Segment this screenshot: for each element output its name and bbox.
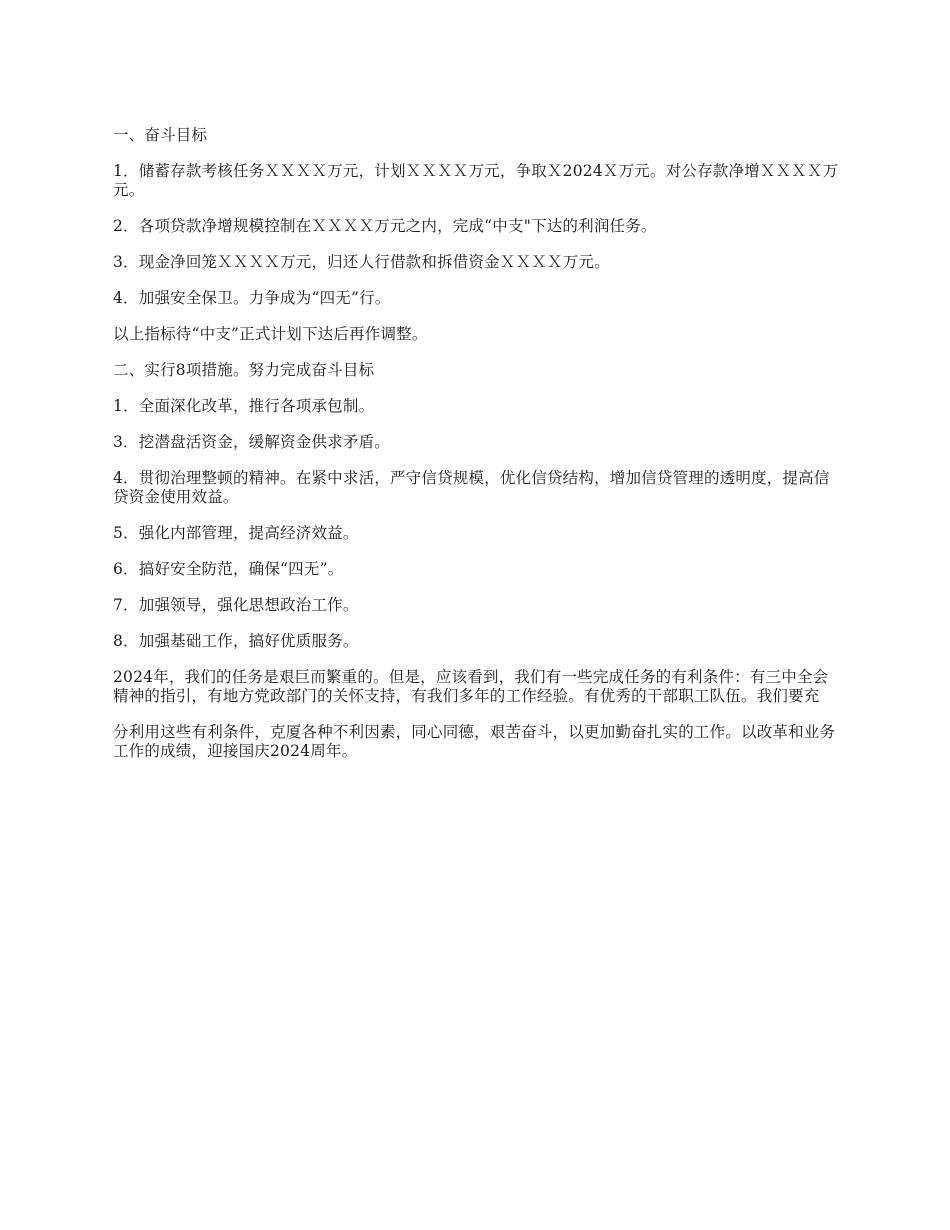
measure-item-7: 7．加强领导，强化思想政治工作。 xyxy=(113,596,359,614)
measure-item-3: 3．挖潜盘活资金，缓解资金供求矛盾。 xyxy=(113,433,390,451)
section-heading-measures: 二、实行8项措施。努力完成奋斗目标 xyxy=(113,361,375,379)
goal-item-2: 2．各项贷款净增规模控制在ＸＸＸＸ万元之内，完成“中支"下达的利润任务。 xyxy=(113,217,657,235)
measure-item-5: 5．强化内部管理，提高经济效益。 xyxy=(113,524,359,542)
goal-item-4: 4．加强安全保卫。力争成为“四无”行。 xyxy=(113,289,391,307)
closing-paragraph-1: 2024年，我们的任务是艰巨而繁重的。但是，应该看到，我们有一些完成任务的有利条件：有三中全会精神的指引，有地方党政部门的关怀支持，有我们多年的工作经验。有优秀的干部职工队伍。我们要充 xyxy=(113,668,829,705)
goal-item-1: 1．储蓄存款考核任务ＸＸＸＸ万元，计划ＸＸＸＸ万元，争取Ｘ2024Ｘ万元。对公存款净增ＸＸＸＸ万元。 xyxy=(113,162,839,199)
measure-item-4: 4．贯彻治理整顿的精神。在紧中求活，严守信贷规模，优化信贷结构，增加信贷管理的透明度，提高信贷资金使用效益。 xyxy=(113,469,830,506)
closing-paragraph-2: 分利用这些有利条件，克厦各种不利因素，同心同德，艰苦奋斗，以更加勤奋扎实的工作。以改革和业务工作的成绩，迎接国庆2024周年。 xyxy=(113,723,836,760)
goal-item-3: 3．现金净回笼ＸＸＸＸ万元，归还人行借款和拆借资金ＸＸＸＸ万元。 xyxy=(113,253,610,271)
measure-item-8: 8．加强基础工作，搞好优质服务。 xyxy=(113,632,359,650)
measure-item-6: 6．搞好安全防范，确保“四无”。 xyxy=(113,560,344,578)
document-body xyxy=(113,126,841,778)
measure-item-1: 1．全面深化改革，推行各项承包制。 xyxy=(113,397,375,415)
section-heading-goals: 一、奋斗目标 xyxy=(113,126,208,144)
goal-note: 以上指标待“中支”正式计划下达后再作调整。 xyxy=(113,325,428,343)
